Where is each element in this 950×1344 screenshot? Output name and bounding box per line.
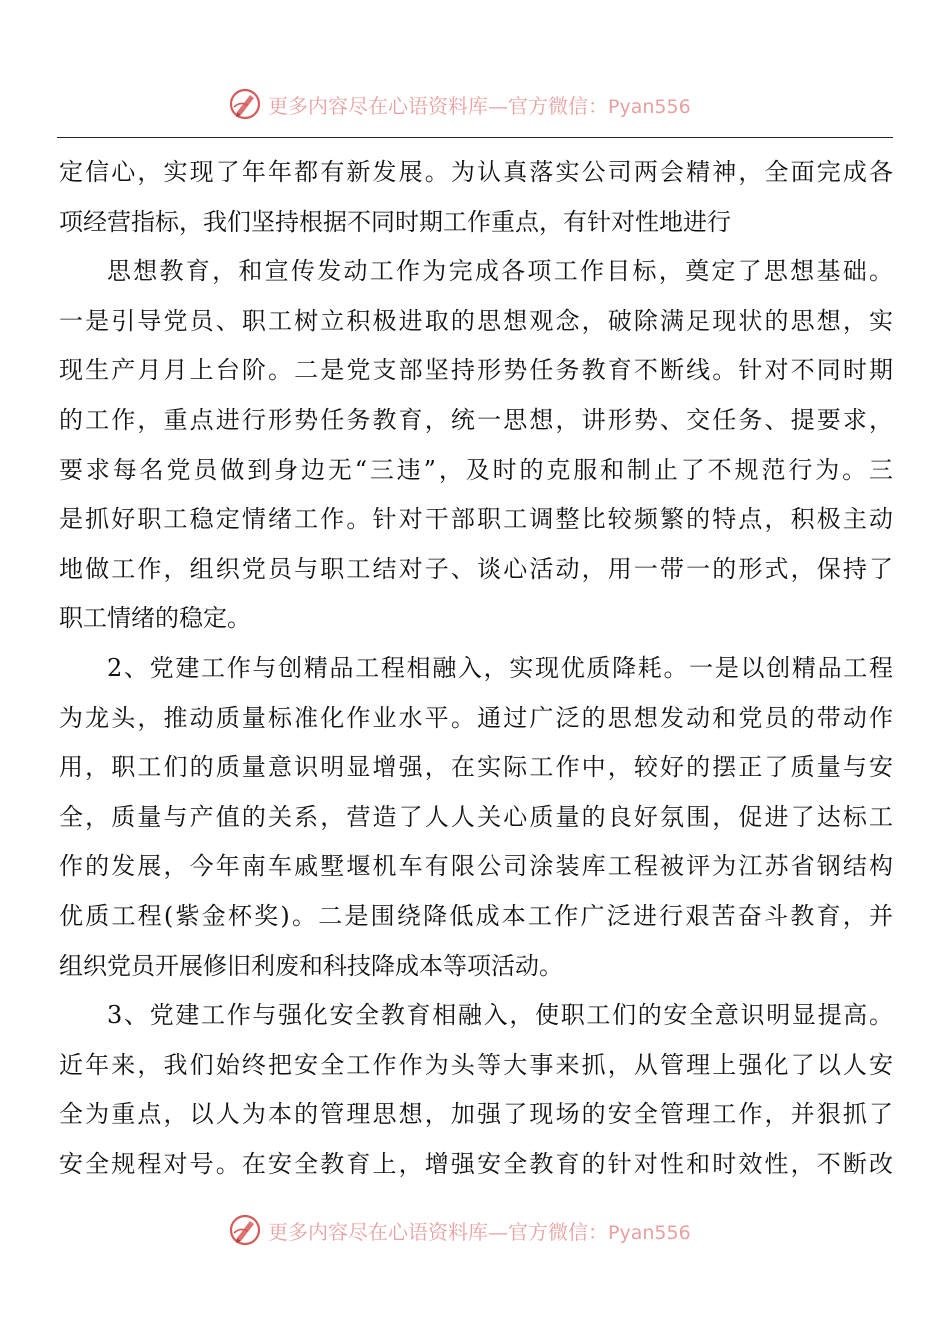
text-line: 3、党建工作与强化安全教育相融入，使职工们的安全意识明显提高。: [107, 1001, 893, 1030]
text-line: 的工作，重点进行形势任务教育，统一思想，讲形势、交任务、提要求，: [59, 405, 893, 434]
text-line: 要求每名党员做到身边无“三违”，及时的克服和制止了不规范行为。三: [59, 455, 893, 484]
footer-wechat-id: Pyan556: [608, 1221, 691, 1244]
page-footer: [0, 1206, 950, 1254]
footer-brand-text: 更多内容尽在心语资料库—官方微信：: [268, 1219, 608, 1244]
text-line: 定信心，实现了年年都有新发展。为认真落实公司两会精神，全面完成各: [59, 158, 893, 186]
text-line: 近年来，我们始终把安全工作作为头等大事来抓，从管理上强化了以人安: [59, 1050, 893, 1079]
text-line: 思想教育，和宣传发动工作为完成各项工作目标，奠定了思想基础。: [107, 257, 893, 286]
text-line: 为龙头，推动质量标准化作业水平。通过广泛的思想发动和党员的带动作: [59, 703, 893, 732]
pen-logo-icon: [228, 87, 262, 121]
text-line: 安全规程对号。在安全教育上，增强安全教育的针对性和时效性，不断改: [59, 1149, 893, 1178]
header-brand-text: 更多内容尽在心语资料库—官方微信：: [268, 93, 608, 118]
header-brand: [228, 84, 691, 124]
text-line: 现生产月月上台阶。二是党支部坚持形势任务教育不断线。针对不同时期: [59, 356, 893, 385]
text-line: 职工情绪的稳定。: [59, 604, 251, 633]
pen-logo-icon: [228, 1213, 262, 1247]
header-divider: [57, 137, 893, 138]
page-header: [0, 80, 950, 128]
footer-brand: [228, 1210, 691, 1250]
text-line: 2、党建工作与创精品工程相融入，实现优质降耗。一是以创精品工程: [107, 653, 893, 682]
text-line: 作的发展，今年南车戚墅堰机车有限公司涂装库工程被评为江苏省钢结构: [59, 852, 893, 881]
text-line: 是抓好职工稳定情绪工作。针对干部职工调整比较频繁的特点，积极主动: [59, 505, 893, 534]
header-wechat-id: Pyan556: [608, 95, 691, 118]
document-body: [59, 148, 893, 1189]
text-line: 用，职工们的质量意识明显增强，在实际工作中，较好的摆正了质量与安: [59, 753, 893, 782]
text-line: 项经营指标，我们坚持根据不同时期工作重点，有针对性地进行: [59, 207, 731, 236]
text-line: 一是引导党员、职工树立积极进取的思想观念，破除满足现状的思想，实: [59, 306, 893, 335]
text-line: 地做工作，组织党员与职工结对子、谈心活动，用一带一的形式，保持了: [59, 554, 893, 583]
text-line: 优质工程(紫金杯奖)。二是围绕降低成本工作广泛进行艰苦奋斗教育，并: [59, 901, 893, 930]
text-line: 全为重点，以人为本的管理思想，加强了现场的安全管理工作，并狠抓了: [59, 1100, 893, 1129]
text-line: 全，质量与产值的关系，营造了人人关心质量的良好氛围，促进了达标工: [59, 802, 893, 831]
text-line: 组织党员开展修旧利废和科技降成本等项活动。: [59, 951, 563, 980]
